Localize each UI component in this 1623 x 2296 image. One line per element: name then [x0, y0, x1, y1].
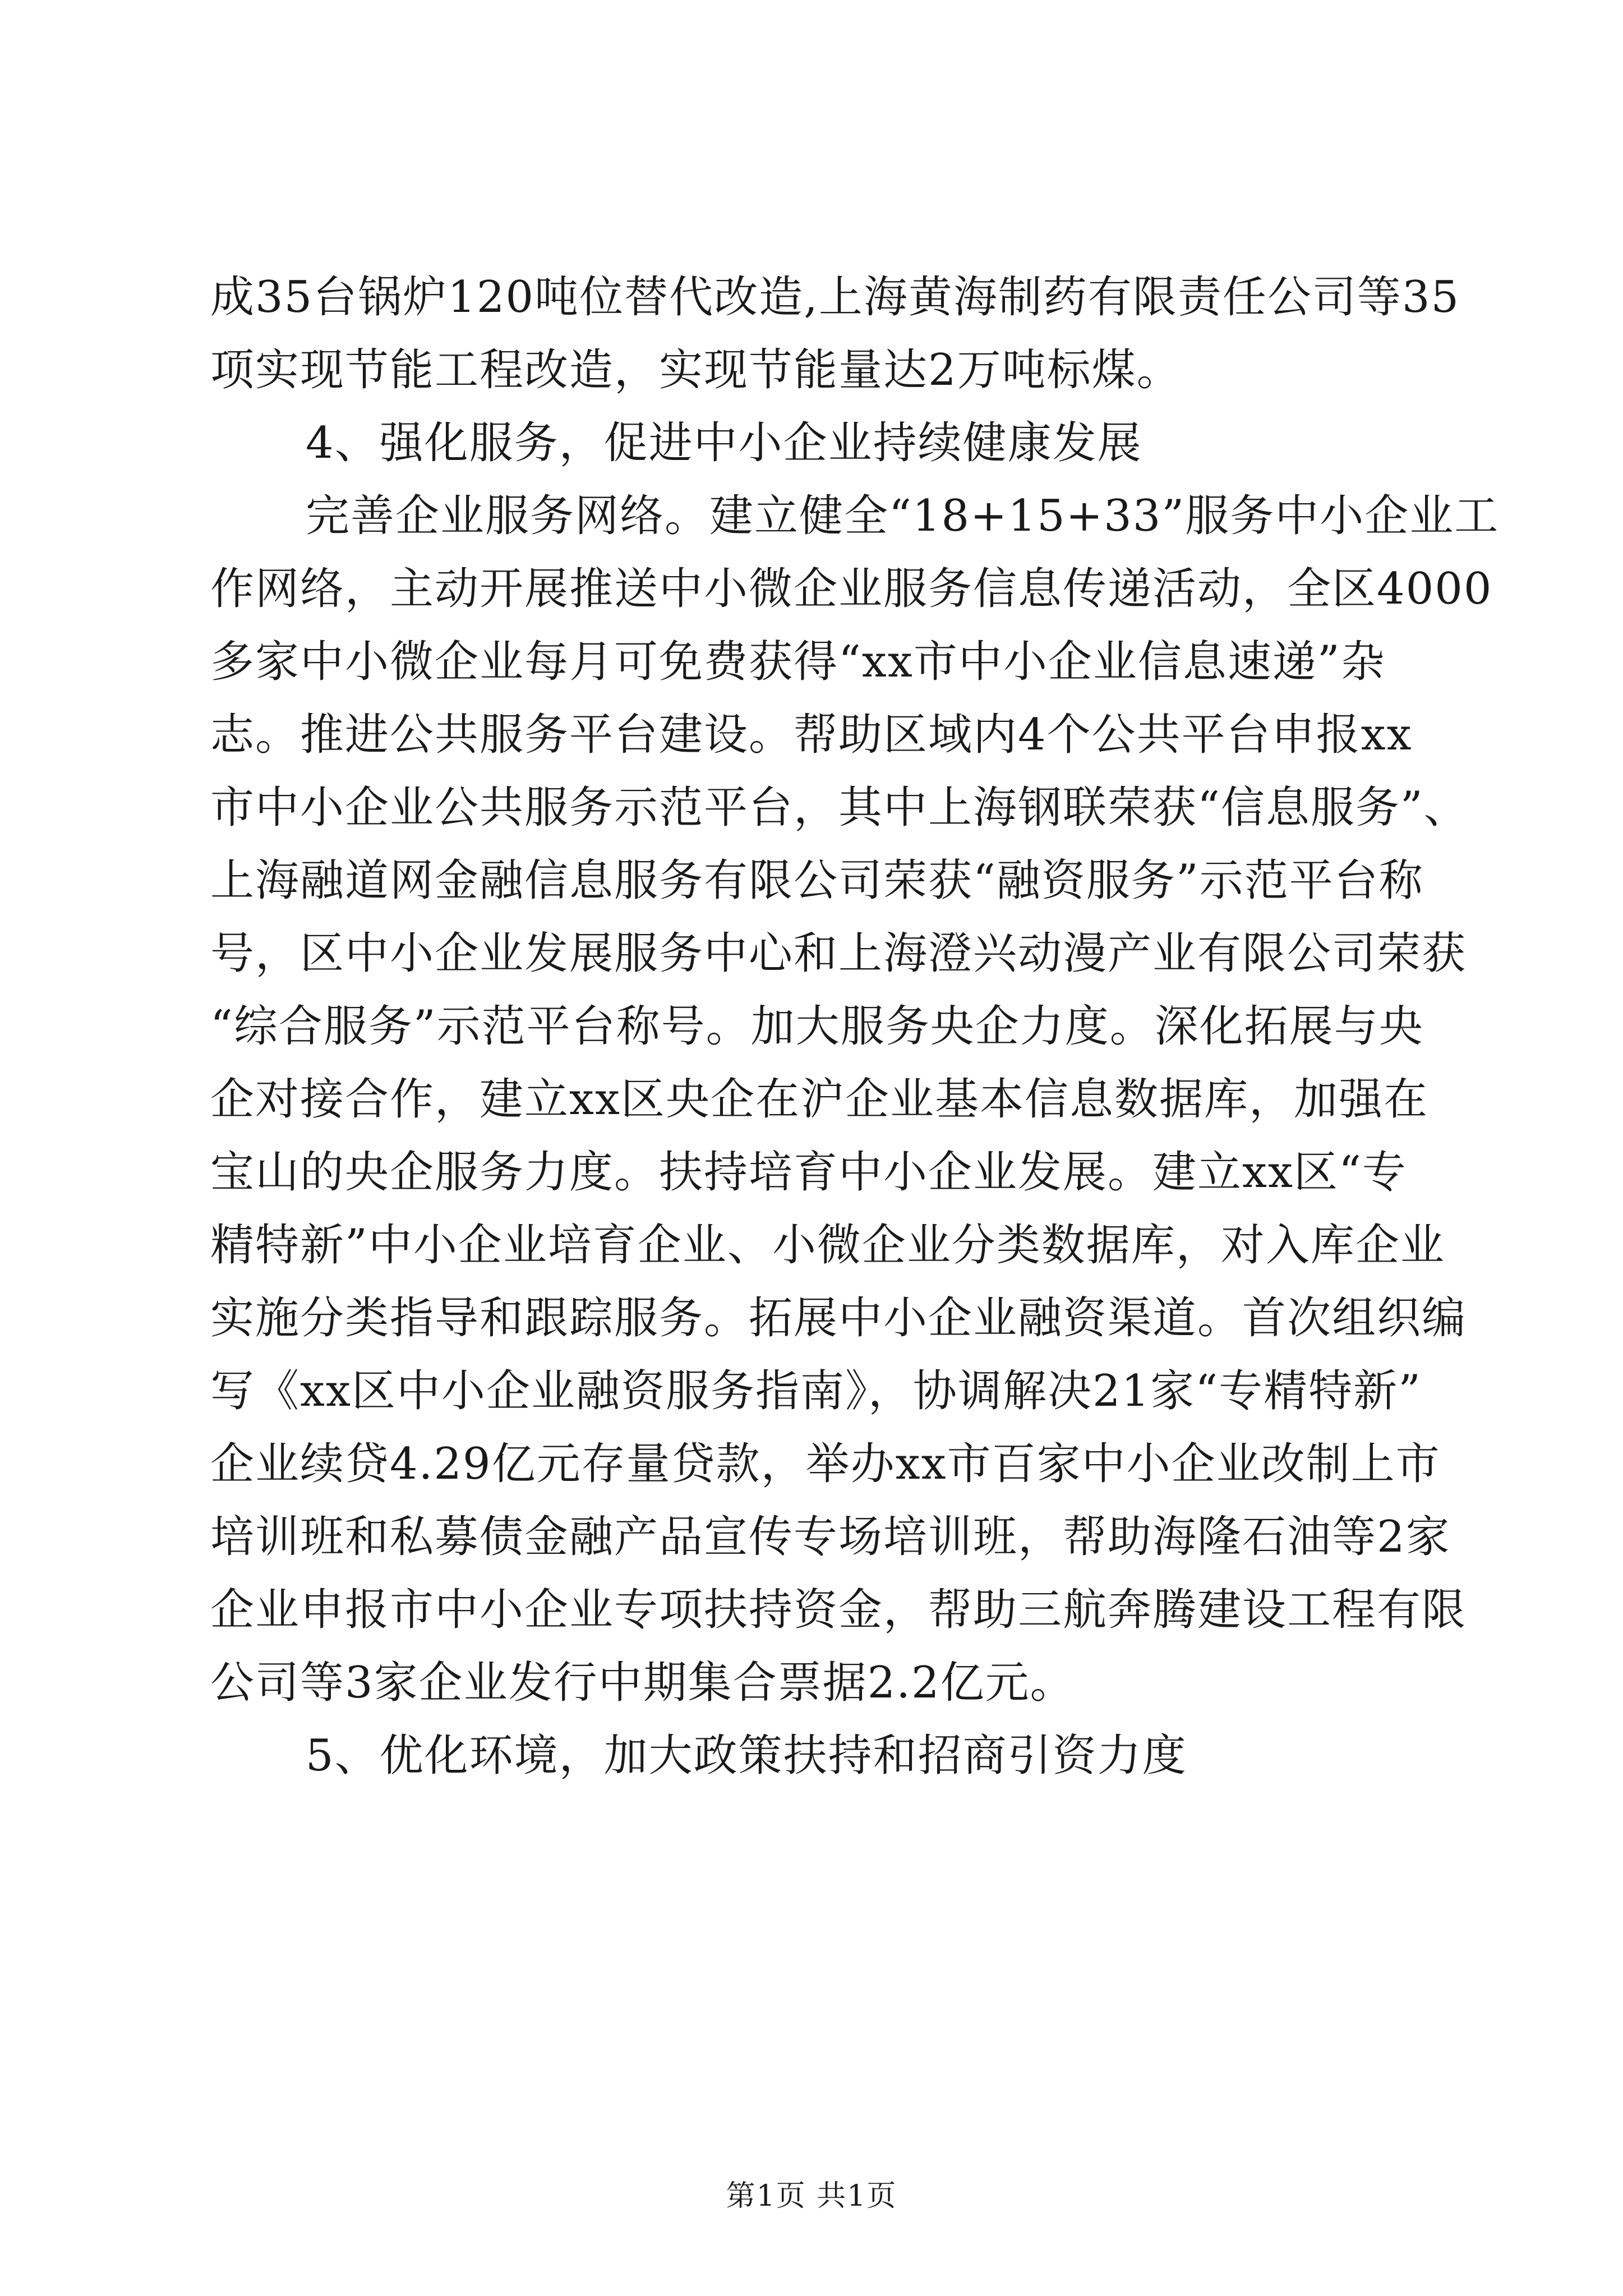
text-line: 项实现节能工程改造，实现节能量达2万吨标煤。: [210, 345, 1182, 395]
text-line: 宝山的央企服务力度。扶持培育中小企业发展。建立xx区“专: [210, 1147, 1407, 1198]
text-line: 培训班和私募债金融产品宣传专场培训班，帮助海隆石油等2家: [210, 1512, 1451, 1562]
text-line: 企业申报市中小企业专项扶持资金，帮助三航奔腾建设工程有限: [210, 1585, 1467, 1635]
text-line: 号，区中小企业发展服务中心和上海澄兴动漫产业有限公司荣获: [210, 928, 1467, 979]
section-heading-5: 5、优化环境，加大政策扶持和招商引资力度: [306, 1731, 1187, 1781]
text-line: 上海融道网金融信息服务有限公司荣获“融资服务”示范平台称: [210, 855, 1424, 906]
text-line: 作网络，主动开展推送中小微企业服务信息传递活动，全区4000: [210, 564, 1493, 614]
text-line: 市中小企业公共服务示范平台，其中上海钢联荣获“信息服务”、: [210, 783, 1469, 833]
text-line: 写《xx区中小企业融资服务指南》，协调解决21家“专精特新”: [210, 1366, 1422, 1416]
text-line: 企业续贷4.29亿元存量贷款，举办xx市百家中小企业改制上市: [210, 1439, 1441, 1489]
text-line: “综合服务”示范平台称号。加大服务央企力度。深化拓展与央: [210, 1001, 1424, 1052]
text-line: 成35台锅炉120吨位替代改造,上海黄海制药有限责任公司等35: [210, 272, 1460, 323]
text-line: 企对接合作，建立xx区央企在沪企业基本信息数据库，加强在: [210, 1074, 1428, 1125]
text-line: 完善企业服务网络。建立健全“18+15+33”服务中小企业工: [306, 491, 1500, 541]
text-line: 志。推进公共服务平台建设。帮助区域内4个公共平台申报xx: [210, 710, 1413, 760]
page-footer: 第1页 共1页: [726, 2179, 897, 2213]
text-line: 实施分类指导和跟踪服务。拓展中小企业融资渠道。首次组织编: [210, 1293, 1467, 1343]
text-line: 精特新”中小企业培育企业、小微企业分类数据库，对入库企业: [210, 1220, 1445, 1271]
text-line: 公司等3家企业发行中期集合票据2.2亿元。: [210, 1658, 1075, 1708]
document-body: [210, 261, 1500, 1792]
text-line: 多家中小微企业每月可免费获得“xx市中小企业信息速递”杂: [210, 637, 1386, 687]
section-heading-4: 4、强化服务，促进中小企业持续健康发展: [306, 418, 1142, 468]
